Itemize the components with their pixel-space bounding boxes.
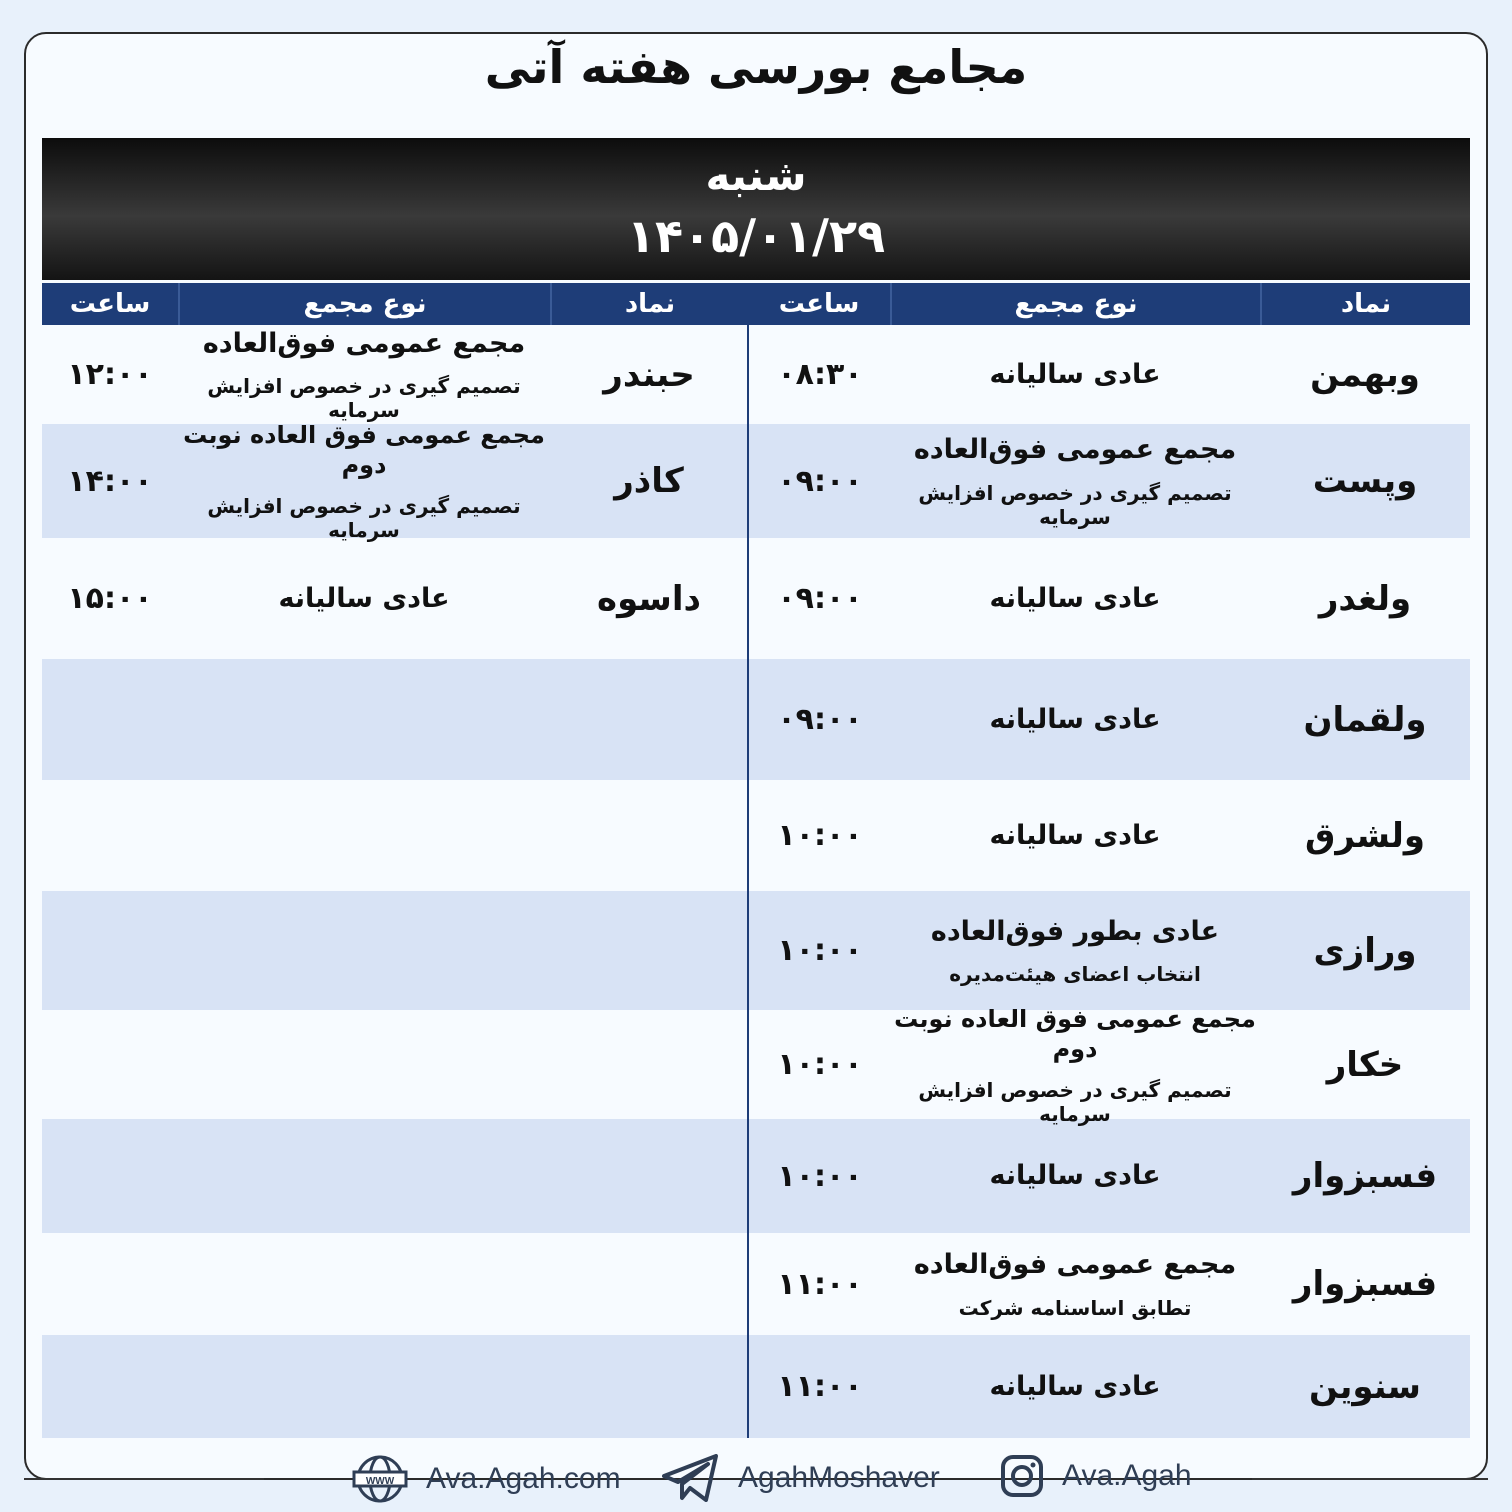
right-type-cell	[890, 659, 1260, 780]
page-title: مجامع بورسی هفته آتی	[484, 40, 1028, 94]
right-type-detail: تصمیم گیری در خصوص افزایش سرمایه	[918, 480, 1232, 529]
right-symbol: ولشرق	[1304, 815, 1426, 856]
right-time: ۱۰:۰۰	[777, 1158, 863, 1194]
footer-website-text: Ava.Agah.com	[426, 1462, 621, 1495]
right-time: ۱۰:۰۰	[777, 933, 863, 968]
right-type: مجمع عمومی فوق العاده نوبت دوم	[894, 1004, 1256, 1063]
right-symbol: ورازی	[1313, 930, 1417, 971]
right-type-cell	[890, 1233, 1260, 1335]
left-type-cell	[178, 421, 550, 542]
footer-telegram-text: AgahMoshaver	[738, 1461, 940, 1494]
right-type: عادی سالیانه	[989, 1160, 1161, 1192]
right-symbol: وپست	[1312, 461, 1418, 501]
right-type: مجمع عمومی فوق‌العاده	[913, 1249, 1237, 1281]
day-label: شنبه	[705, 151, 807, 200]
left-symbol: حبندر	[603, 354, 695, 395]
date-banner	[42, 138, 1470, 280]
header-time: ساعت	[69, 289, 151, 319]
right-time: ۱۱:۰۰	[777, 1369, 863, 1404]
left-type: مجمع عمومی فوق العاده نوبت دوم	[183, 421, 545, 479]
right-type-detail: انتخاب اعضای هیئت‌مدیره	[949, 962, 1201, 987]
right-type-cell	[890, 538, 1260, 659]
right-type-cell	[890, 424, 1260, 538]
right-type-cell	[890, 891, 1260, 1010]
right-type: عادی سالیانه	[989, 358, 1161, 390]
footer-line	[24, 1478, 264, 1480]
header-type: نوع مجمع	[890, 283, 1260, 325]
footer-instagram-text: Ava.Agah	[1062, 1459, 1192, 1492]
right-symbol: وبهمن	[1310, 354, 1420, 395]
right-type-cell	[890, 780, 1260, 891]
globe-icon	[352, 1454, 408, 1504]
footer-website[interactable]	[352, 1454, 621, 1504]
right-type: عادی سالیانه	[989, 582, 1161, 614]
header-symbol: نماد	[550, 283, 748, 325]
right-type: عادی سالیانه	[989, 703, 1161, 735]
left-type-detail: تصمیم گیری در خصوص افزایش سرمایه	[207, 374, 521, 423]
right-type: عادی سالیانه	[989, 819, 1161, 851]
svg-text:WWW: WWW	[365, 1476, 395, 1487]
right-type-cell	[890, 1335, 1260, 1438]
right-type-cell	[890, 1119, 1260, 1233]
footer-telegram[interactable]	[662, 1454, 940, 1502]
footer-instagram[interactable]	[1000, 1454, 1192, 1498]
header-time: ساعت	[778, 289, 860, 319]
right-time: ۱۰:۰۰	[777, 1047, 863, 1082]
right-type: عادی بطور فوق‌العاده	[930, 915, 1220, 947]
right-symbol: ولقمان	[1303, 699, 1427, 740]
right-time: ۰۹:۰۰	[777, 702, 863, 737]
footer-line	[1252, 1478, 1488, 1480]
telegram-icon	[662, 1454, 720, 1502]
left-time: ۱۲:۰۰	[67, 357, 153, 392]
left-time: ۱۴:۰۰	[67, 463, 153, 499]
left-type-cell	[178, 538, 550, 659]
right-type: مجمع عمومی فوق‌العاده	[913, 434, 1237, 466]
right-type: عادی سالیانه	[989, 1370, 1161, 1402]
right-symbol: خکار	[1326, 1044, 1404, 1085]
left-symbol: کاذر	[614, 461, 684, 501]
left-time: ۱۵:۰۰	[67, 581, 153, 616]
right-time: ۰۹:۰۰	[777, 581, 863, 616]
instagram-icon	[1000, 1454, 1044, 1498]
header-row-left	[42, 283, 748, 325]
header-type: نوع مجمع	[178, 283, 550, 325]
left-type: مجمع عمومی فوق‌العاده	[202, 327, 526, 359]
left-type-cell	[178, 325, 550, 424]
header-symbol: نماد	[1260, 283, 1470, 325]
right-symbol: فسبزوار	[1292, 1156, 1438, 1196]
left-type: عادی سالیانه	[278, 582, 450, 614]
right-type-detail: تصمیم گیری در خصوص افزایش سرمایه	[918, 1077, 1232, 1126]
right-type-detail: تطابق اساسنامه شرکت	[958, 1295, 1192, 1320]
right-type-cell	[890, 325, 1260, 424]
right-symbol: ولغدر	[1318, 578, 1412, 619]
right-symbol: فسبزوار	[1292, 1264, 1438, 1304]
right-symbol: سنوین	[1309, 1366, 1421, 1407]
right-time: ۰۸:۳۰	[777, 357, 863, 392]
date-label: ۱۴۰۵/۰۱/۲۹	[626, 209, 886, 263]
right-time: ۱۱:۰۰	[777, 1266, 863, 1302]
left-symbol: داسوه	[597, 578, 701, 619]
left-type-detail: تصمیم گیری در خصوص افزایش سرمایه	[207, 494, 521, 542]
header-row-right	[748, 283, 1470, 325]
right-time: ۱۰:۰۰	[777, 818, 863, 853]
right-type-cell	[890, 1004, 1260, 1126]
right-time: ۰۹:۰۰	[777, 463, 863, 499]
